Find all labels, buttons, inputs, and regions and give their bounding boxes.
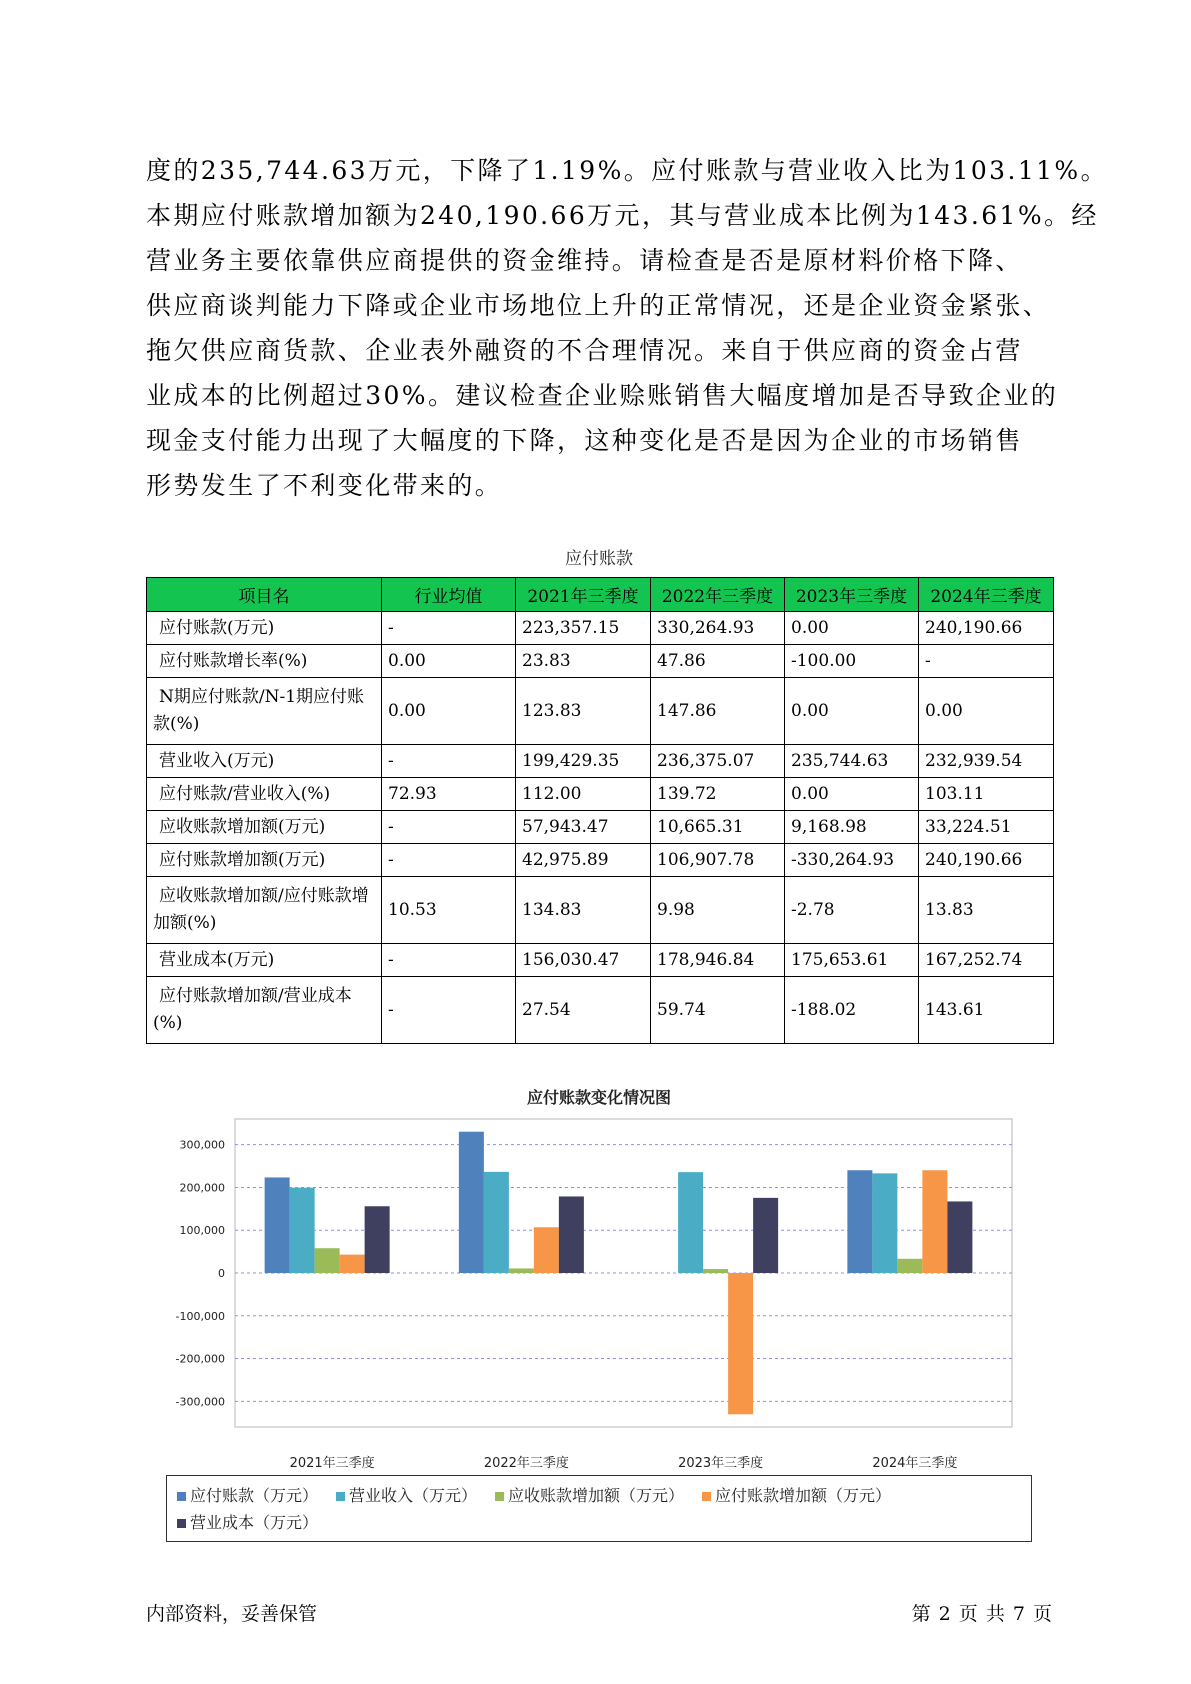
- table-cell: 33,224.51: [919, 811, 1054, 844]
- table-cell: 156,030.47: [516, 944, 651, 977]
- table-cell: 10.53: [382, 877, 516, 944]
- table-cell: -2.78: [785, 877, 919, 944]
- table-cell: -: [382, 811, 516, 844]
- y-tick-label: 0: [218, 1267, 225, 1280]
- table-cell: 59.74: [651, 977, 785, 1044]
- footer-confidential-note: 内部资料，妥善保管: [146, 1603, 318, 1625]
- table-header-row: [147, 578, 1054, 612]
- table-cell: 134.83: [516, 877, 651, 944]
- table-row: [147, 811, 1054, 844]
- table-cell: 72.93: [382, 778, 516, 811]
- table-cell: 13.83: [919, 877, 1054, 944]
- table-caption: 应付账款: [565, 549, 633, 569]
- bar: [265, 1177, 290, 1273]
- row-label-cell: 应付账款增长率(%): [147, 645, 382, 678]
- bar-chart: [146, 1085, 1052, 1560]
- x-tick-label: 2021年三季度: [289, 1456, 375, 1471]
- table-cell: 42,975.89: [516, 844, 651, 877]
- row-label-cell: 应付账款/营业收入(%): [147, 778, 382, 811]
- legend-swatch: [495, 1492, 504, 1501]
- bar: [459, 1132, 484, 1273]
- table-row: [147, 844, 1054, 877]
- table-row: [147, 977, 1054, 1044]
- table-cell: 57,943.47: [516, 811, 651, 844]
- paragraph-line: 本期应付账款增加额为240,190.66万元，其与营业成本比例为143.61%。经: [146, 201, 1099, 230]
- table-cell: 236,375.07: [651, 745, 785, 778]
- paragraph-line: 拖欠供应商货款、企业表外融资的不合理情况。来自于供应商的资金占营: [146, 336, 1023, 365]
- x-tick-label: 2024年三季度: [872, 1456, 958, 1471]
- legend-swatch: [177, 1519, 186, 1528]
- column-header: 项目名: [147, 578, 382, 612]
- table-cell: 178,946.84: [651, 944, 785, 977]
- table-cell: 147.86: [651, 678, 785, 745]
- legend-swatch: [702, 1492, 711, 1501]
- legend-label: 应付账款（万元）: [190, 1486, 319, 1505]
- bar: [509, 1268, 534, 1273]
- table-cell: 232,939.54: [919, 745, 1054, 778]
- bar: [484, 1172, 509, 1273]
- row-label-cell: 应付账款增加额(万元): [147, 844, 382, 877]
- legend-label: 营业收入（万元）: [349, 1486, 478, 1505]
- x-tick-label: 2022年三季度: [483, 1456, 569, 1471]
- bar: [753, 1198, 778, 1273]
- table-cell: 139.72: [651, 778, 785, 811]
- table-cell: 0.00: [785, 778, 919, 811]
- table-cell: 0.00: [785, 612, 919, 645]
- table-cell: 23.83: [516, 645, 651, 678]
- bar: [897, 1259, 922, 1273]
- table-cell: 240,190.66: [919, 612, 1054, 645]
- legend-item: [495, 1482, 684, 1509]
- table-cell: 330,264.93: [651, 612, 785, 645]
- table-cell: 10,665.31: [651, 811, 785, 844]
- table-cell: 106,907.78: [651, 844, 785, 877]
- y-tick-label: 100,000: [179, 1224, 225, 1238]
- y-tick-label: 200,000: [179, 1181, 225, 1195]
- legend-label: 应付账款增加额（万元）: [715, 1486, 892, 1505]
- table-cell: -: [382, 745, 516, 778]
- table-row: [147, 877, 1054, 944]
- table-cell: 240,190.66: [919, 844, 1054, 877]
- paragraph-line: 现金支付能力出现了大幅度的下降，这种变化是否是因为企业的市场销售: [146, 426, 1023, 455]
- table-cell: 112.00: [516, 778, 651, 811]
- body-paragraph: [146, 148, 1108, 508]
- chart-canvas: [146, 1085, 1052, 1475]
- table-row: [147, 745, 1054, 778]
- legend-label: 营业成本（万元）: [190, 1513, 319, 1532]
- bar: [340, 1255, 365, 1273]
- paragraph-line: 度的235,744.63万元，下降了1.19%。应付账款与营业收入比为103.11%。: [146, 156, 1108, 185]
- table-cell: -188.02: [785, 977, 919, 1044]
- paragraph-line: 形势发生了不利变化带来的。: [146, 471, 503, 500]
- column-header: 行业均值: [382, 578, 516, 612]
- bar: [315, 1248, 340, 1273]
- row-label-cell: N期应付账款/N-1期应付账款(%): [147, 678, 382, 745]
- table-row: [147, 678, 1054, 745]
- bar: [847, 1170, 872, 1273]
- accounts-payable-table: [146, 577, 1054, 1044]
- row-label-cell: 应收账款增加额(万元): [147, 811, 382, 844]
- bar: [559, 1196, 584, 1273]
- table-cell: -: [382, 944, 516, 977]
- table-cell: 143.61: [919, 977, 1054, 1044]
- chart-title: 应付账款变化情况图: [526, 1088, 671, 1107]
- column-header: 2022年三季度: [651, 578, 785, 612]
- chart-legend: [166, 1475, 1032, 1542]
- legend-swatch: [177, 1492, 186, 1501]
- table-row: [147, 645, 1054, 678]
- row-label-cell: 应收账款增加额/应付账款增加额(%): [147, 877, 382, 944]
- column-header: 2024年三季度: [919, 578, 1054, 612]
- row-label-cell: 营业成本(万元): [147, 944, 382, 977]
- bar: [922, 1170, 947, 1273]
- table-cell: 47.86: [651, 645, 785, 678]
- table-cell: -: [382, 977, 516, 1044]
- table-cell: 199,429.35: [516, 745, 651, 778]
- table-cell: 0.00: [382, 678, 516, 745]
- table-cell: 175,653.61: [785, 944, 919, 977]
- table-cell: 103.11: [919, 778, 1054, 811]
- table-cell: 0.00: [785, 678, 919, 745]
- bar: [534, 1227, 559, 1273]
- row-label-cell: 应付账款(万元): [147, 612, 382, 645]
- table-row: [147, 778, 1054, 811]
- table-cell: -: [919, 645, 1054, 678]
- table-cell: -: [382, 844, 516, 877]
- legend-item: [177, 1482, 318, 1509]
- y-tick-label: -100,000: [175, 1309, 225, 1323]
- bar: [947, 1201, 972, 1273]
- row-label-cell: 营业收入(万元): [147, 745, 382, 778]
- table-cell: 9,168.98: [785, 811, 919, 844]
- table-row: [147, 944, 1054, 977]
- legend-swatch: [336, 1492, 345, 1501]
- legend-item: [177, 1509, 318, 1536]
- legend-label: 应收账款增加额（万元）: [508, 1486, 685, 1505]
- table-cell: -100.00: [785, 645, 919, 678]
- legend-item: [336, 1482, 477, 1509]
- table-cell: 27.54: [516, 977, 651, 1044]
- y-tick-label: 300,000: [179, 1138, 225, 1152]
- table-cell: 223,357.15: [516, 612, 651, 645]
- column-header: 2023年三季度: [785, 578, 919, 612]
- bar: [728, 1273, 753, 1414]
- table-cell: 235,744.63: [785, 745, 919, 778]
- table-cell: -: [382, 612, 516, 645]
- table-cell: 0.00: [382, 645, 516, 678]
- table-row: [147, 612, 1054, 645]
- bar: [290, 1188, 315, 1273]
- legend-item: [702, 1482, 891, 1509]
- table-cell: 9.98: [651, 877, 785, 944]
- bar: [703, 1269, 728, 1273]
- bar: [872, 1173, 897, 1273]
- y-tick-label: -300,000: [175, 1395, 225, 1409]
- y-tick-label: -200,000: [175, 1352, 225, 1366]
- x-tick-label: 2023年三季度: [678, 1456, 764, 1471]
- table-cell: 0.00: [919, 678, 1054, 745]
- bar: [365, 1206, 390, 1273]
- table-cell: 167,252.74: [919, 944, 1054, 977]
- paragraph-line: 业成本的比例超过30%。建议检查企业赊账销售大幅度增加是否导致企业的: [146, 381, 1059, 410]
- column-header: 2021年三季度: [516, 578, 651, 612]
- table-cell: 123.83: [516, 678, 651, 745]
- footer-page-number: 第 2 页 共 7 页: [911, 1603, 1053, 1625]
- paragraph-line: 供应商谈判能力下降或企业市场地位上升的正常情况，还是企业资金紧张、: [146, 291, 1051, 320]
- row-label-cell: 应付账款增加额/营业成本(%): [147, 977, 382, 1044]
- bar: [678, 1172, 703, 1273]
- table-cell: -330,264.93: [785, 844, 919, 877]
- paragraph-line: 营业务主要依靠供应商提供的资金维持。请检查是否是原材料价格下降、: [146, 246, 1023, 275]
